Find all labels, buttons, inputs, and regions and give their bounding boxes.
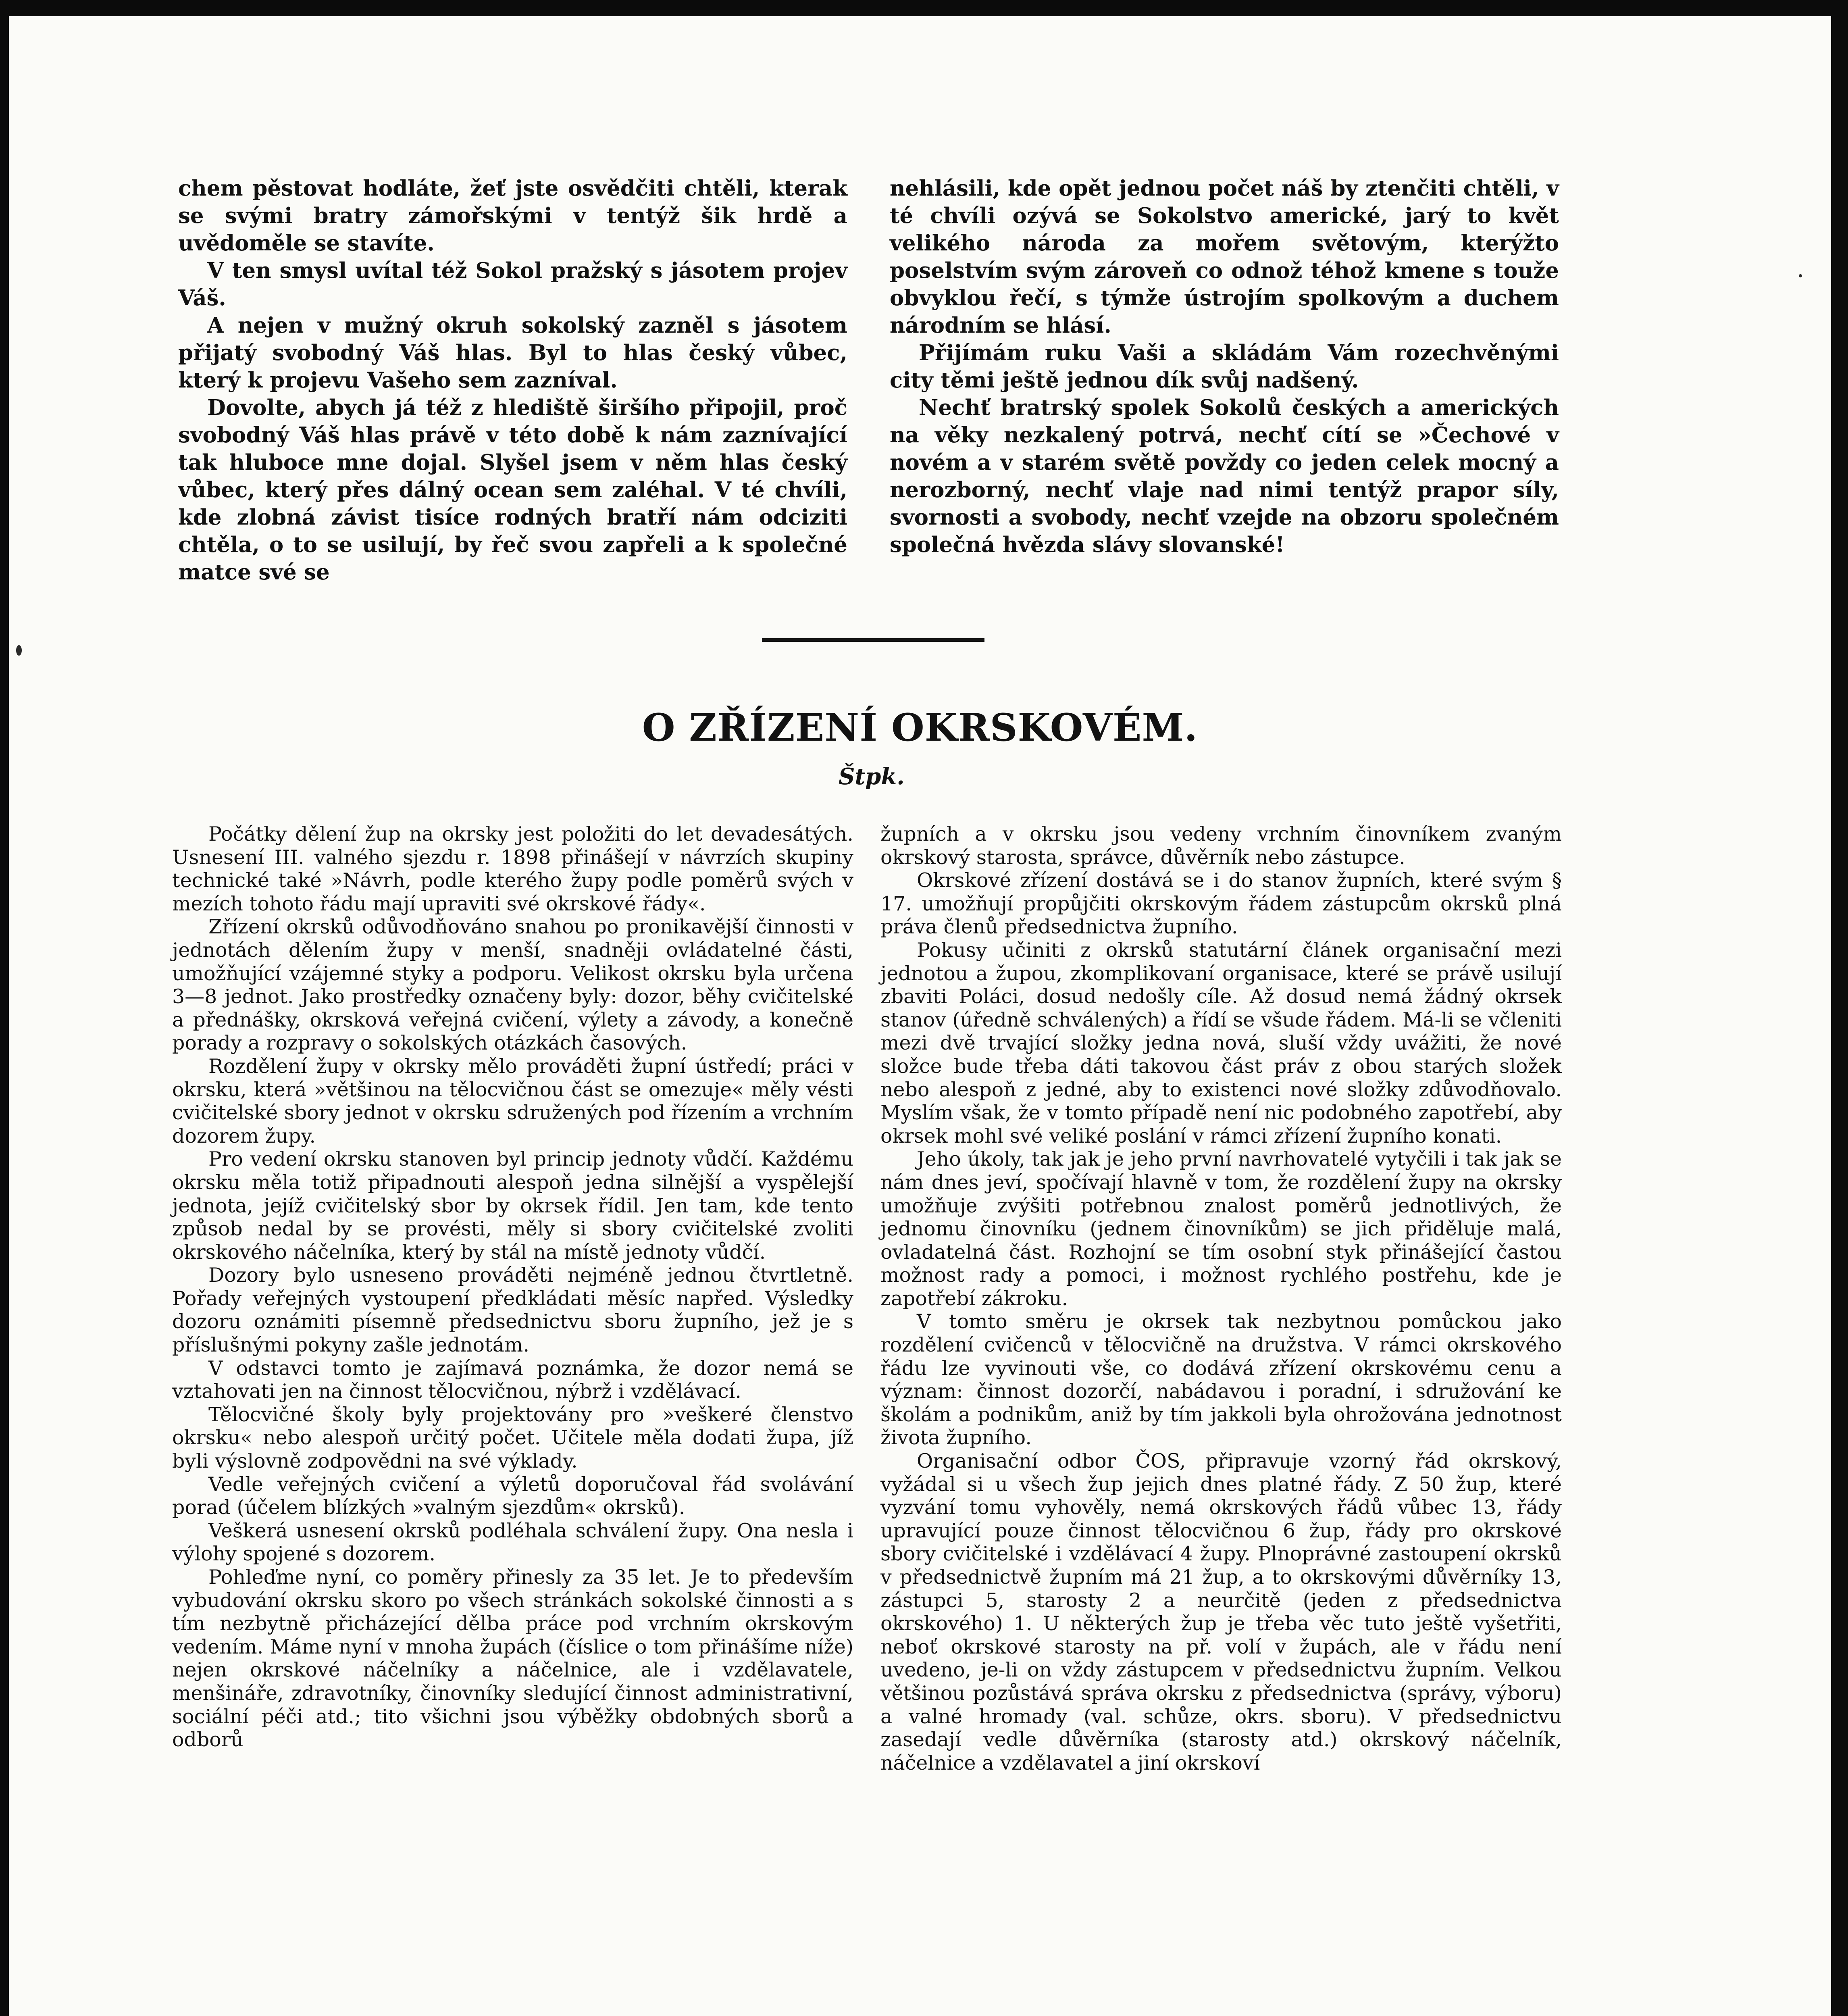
letter-column-right: [890, 175, 1559, 558]
paragraph: Počátky dělení žup na okrsky jest položiti do let devadesátých. Usnesení III. valného sjezdu r. 1898 přinášejí v návrzích skupiny technické také »Návrh, podle kterého župy podle poměrů svých v mezích tohoto řádu mají upraviti své okrskové řády«.: [172, 823, 853, 915]
paragraph: chem pěstovat hodláte, žeť jste osvědčiti chtěli, kterak se svými bratry zámořskými v tentýž šik hrdě a uvědoměle se stavíte.: [178, 176, 847, 256]
paragraph: Organisační odbor ČOS, připravuje vzorný řád okrskový, vyžádal si u všech žup jejich dnes platné řády. Z 50 žup, které vyzvání tomu vyhověly, nemá okrskových řádů vůbec 13, řády upravující pouze činnost tělocvičnou 6 žup, řády pro okrskové sbory cvičitelské i vzdělávací 4 župy. Plnoprávné zastoupení okrsků v předsednictvě župním má 21 žup, a to okrskovými důvěrníky 13, zástupci 5, starosty 2 a neurčitě (jeden z předsednictva okrskového) 1. U některých žup je třeba věc tuto ještě vyšetřiti, neboť okrskové starosty na př. volí v župách, ale v řádu není uvedeno, je-li on vždy zástupcem v předsednictvu župním. Velkou většinou pozůstává správa okrsku z předsednictva (správy, výboru) a valné hromady (val. schůze, okrs. sboru). V předsednictvu zasedají vedle důvěrníka (starosty atd.) okrskový náčelník, náčelnice a vzdělavatel a jiní okrskoví: [880, 1450, 1562, 1774]
article-column-left: [172, 823, 853, 1752]
document-page: [9, 16, 1831, 2016]
paragraph: nehlásili, kde opět jednou počet náš by ztenčiti chtěli, v té chvíli ozývá se Sokolstvo americké, jarý to květ velikého národa za mořem světovým, kterýžto poselstvím svým zároveň co odnož téhož kmene s touže obvyklou řečí, s týmže ústrojím spolkovým a duchem národním se hlásí.: [890, 176, 1559, 338]
paragraph: Veškerá usnesení okrsků podléhala schválení župy. Ona nesla i výlohy spojené s dozorem.: [172, 1519, 853, 1566]
paragraph: Tělocvičné školy byly projektovány pro »veškeré členstvo okrsku« nebo alespoň určitý počet. Učitele měla dodati župa, jíž byli výslovně zodpovědni na své výklady.: [172, 1403, 853, 1473]
paragraph: Dozory bylo usneseno prováděti nejméně jednou čtvrtletně. Pořady veřejných vystoupení předkládati měsíc napřed. Výsledky dozoru oznámiti písemně předsednictvu sboru župního, jež je s příslušnými pokyny zašle jednotám.: [172, 1264, 853, 1357]
article-column-right: [880, 823, 1562, 1774]
paragraph: Pokusy učiniti z okrsků statutární článek organisační mezi jednotou a župou, zkomplikovaní organisace, které se právě usilují zbaviti Poláci, dosud nedošly cíle. Až dosud nemá žádný okrsek stanov (úředně schválených) a řídí se všude řádem. Má-li se včleniti mezi dvě trvající složky jedna nová, sluší vždy uvážiti, že nové složce bude třeba dáti takovou část práv z obou starých složek nebo alespoň z jedné, aby to existenci nové složky zdůvodňovalo. Myslím však, že v tomto případě není nic podobného zapotřebí, aby okrsek mohl své veliké poslání v rámci zřízení župního konati.: [880, 938, 1562, 1148]
article-title: O ZŘÍZENÍ OKRSKOVÉM.: [642, 706, 1198, 750]
author-byline: Štpk.: [839, 763, 905, 790]
paragraph: Jeho úkoly, tak jak je jeho první navrhovatelé vytyčili i tak jak se nám dnes jeví, spočívají hlavně v tom, že rozdělení župy na okrsky umožňuje zvýšiti potřebnou znalost poměrů jednotlivých, že jednomu činovníku (jednem činovníkům) se jich přiděluje malá, ovladatelná část. Rozhojní se tím osobní styk přinášející častou možnost rady a pomoci, i možnost rychlého postřehu, kde je zapotřebí zákroku.: [880, 1148, 1562, 1310]
paragraph: Přijímám ruku Vaši a skládám Vám rozechvěnými city těmi ještě jednou dík svůj nadšený.: [890, 340, 1559, 393]
scan-speck: [16, 645, 22, 656]
paragraph: A nejen v mužný okruh sokolský zazněl s jásotem přijatý svobodný Váš hlas. Byl to hlas český vůbec, který k projevu Vašeho sem zazníval.: [178, 313, 847, 393]
paragraph: župních a v okrsku jsou vedeny vrchním činovníkem zvaným okrskový starosta, správce, důvěrník nebo zástupce.: [880, 823, 1562, 869]
paragraph: V ten smysl uvítal též Sokol pražský s jásotem projev Váš.: [178, 258, 847, 310]
paragraph: Rozdělení župy v okrsky mělo prováděti župní ústředí; práci v okrsku, která »většinou na tělocvičnou část se omezuje« měly vésti cvičitelské sbory jednot v okrsku sdružených pod řízením a vrchním dozorem župy.: [172, 1054, 853, 1148]
paragraph: V odstavci tomto je zajímavá poznámka, že dozor nemá se vztahovati jen na činnost tělocvičnou, nýbrž i vzdělávací.: [172, 1356, 853, 1403]
paragraph: Nechť bratrský spolek Sokolů českých a amerických na věky nezkalený potrvá, nechť cítí se »Čechové v novém a v starém světě povždy co jeden celek mocný a nerozborný, nechť vlaje nad nimi tentýž prapor síly, svornosti a svobody, nechť vzejde na obzoru společném společná hvězda slávy slovanské!: [890, 395, 1559, 557]
paragraph: V tomto směru je okrsek tak nezbytnou pomůckou jako rozdělení cvičenců v tělocvičně na družstva. V rámci okrskového řádu lze vyvinouti vše, co dodává zřízení okrskovému cenu a význam: činnost dozorčí, nabádavou i poradní, i sdružování ke školám a podnikům, aniž by tím jakkoli byla ohrožována jednotnost života župního.: [880, 1310, 1562, 1450]
scan-speck: [1799, 274, 1802, 277]
letter-column-left: [178, 175, 847, 586]
paragraph: Zřízení okrsků odůvodňováno snahou po pronikavější činnosti v jednotách dělením župy v menší, snadněji ovládatelné části, umožňující vzájemné styky a podporu. Velikost okrsku byla určena 3—8 jednot. Jako prostředky označeny byly: dozor, běhy cvičitelské a přednášky, okrsková veřejná cvičení, výlety a závody, a konečně porady a rozpravy o sokolských otázkách časových.: [172, 915, 853, 1055]
paragraph: Pro vedení okrsku stanoven byl princip jednoty vůdčí. Každému okrsku měla totiž připadnouti alespoň jedna silnější a vyspělejší jednota, jejíž cvičitelský sbor by okrsek řídil. Jen tam, kde tento způsob nedal by se provésti, měly si sbory cvičitelské zvoliti okrskového náčelníka, který by stál na místě jednoty vůdčí.: [172, 1148, 853, 1264]
paragraph: Okrskové zřízení dostává se i do stanov župních, které svým § 17. umožňují propůjčiti okrskovým řádem zástupcům okrsků plná práva členů předsednictva župního.: [880, 869, 1562, 939]
paragraph: Pohleďme nyní, co poměry přinesly za 35 let. Je to především vybudování okrsku skoro po všech stránkách sokolské činnosti a s tím nezbytně přicházející dělba práce pod vrchním okrskovým vedením. Máme nyní v mnoha župách (číslice o tom přinášíme níže) nejen okrskové náčelníky a náčelnice, ale i vzdělavatele, menšináře, zdravotníky, činovníky sledující činnost administrativní, sociální péči atd.; tito všichni jsou výběžky obdobných sborů a odborů: [172, 1566, 853, 1752]
paragraph: Vedle veřejných cvičení a výletů doporučoval řád svolávání porad (účelem blízkých »valným sjezdům« okrsků).: [172, 1472, 853, 1519]
paragraph: Dovolte, abych já též z hlediště širšího připojil, proč svobodný Váš hlas právě v této době k nám zaznívající tak hluboce mne dojal. Slyšel jsem v něm hlas český vůbec, který přes dálný ocean sem zaléhal. V té chvíli, kde zlobná závist tisíce rodných bratří nám odciziti chtěla, o to se usilují, by řeč svou zapřeli a k společné matce své se: [178, 395, 847, 585]
section-divider: [762, 638, 984, 642]
